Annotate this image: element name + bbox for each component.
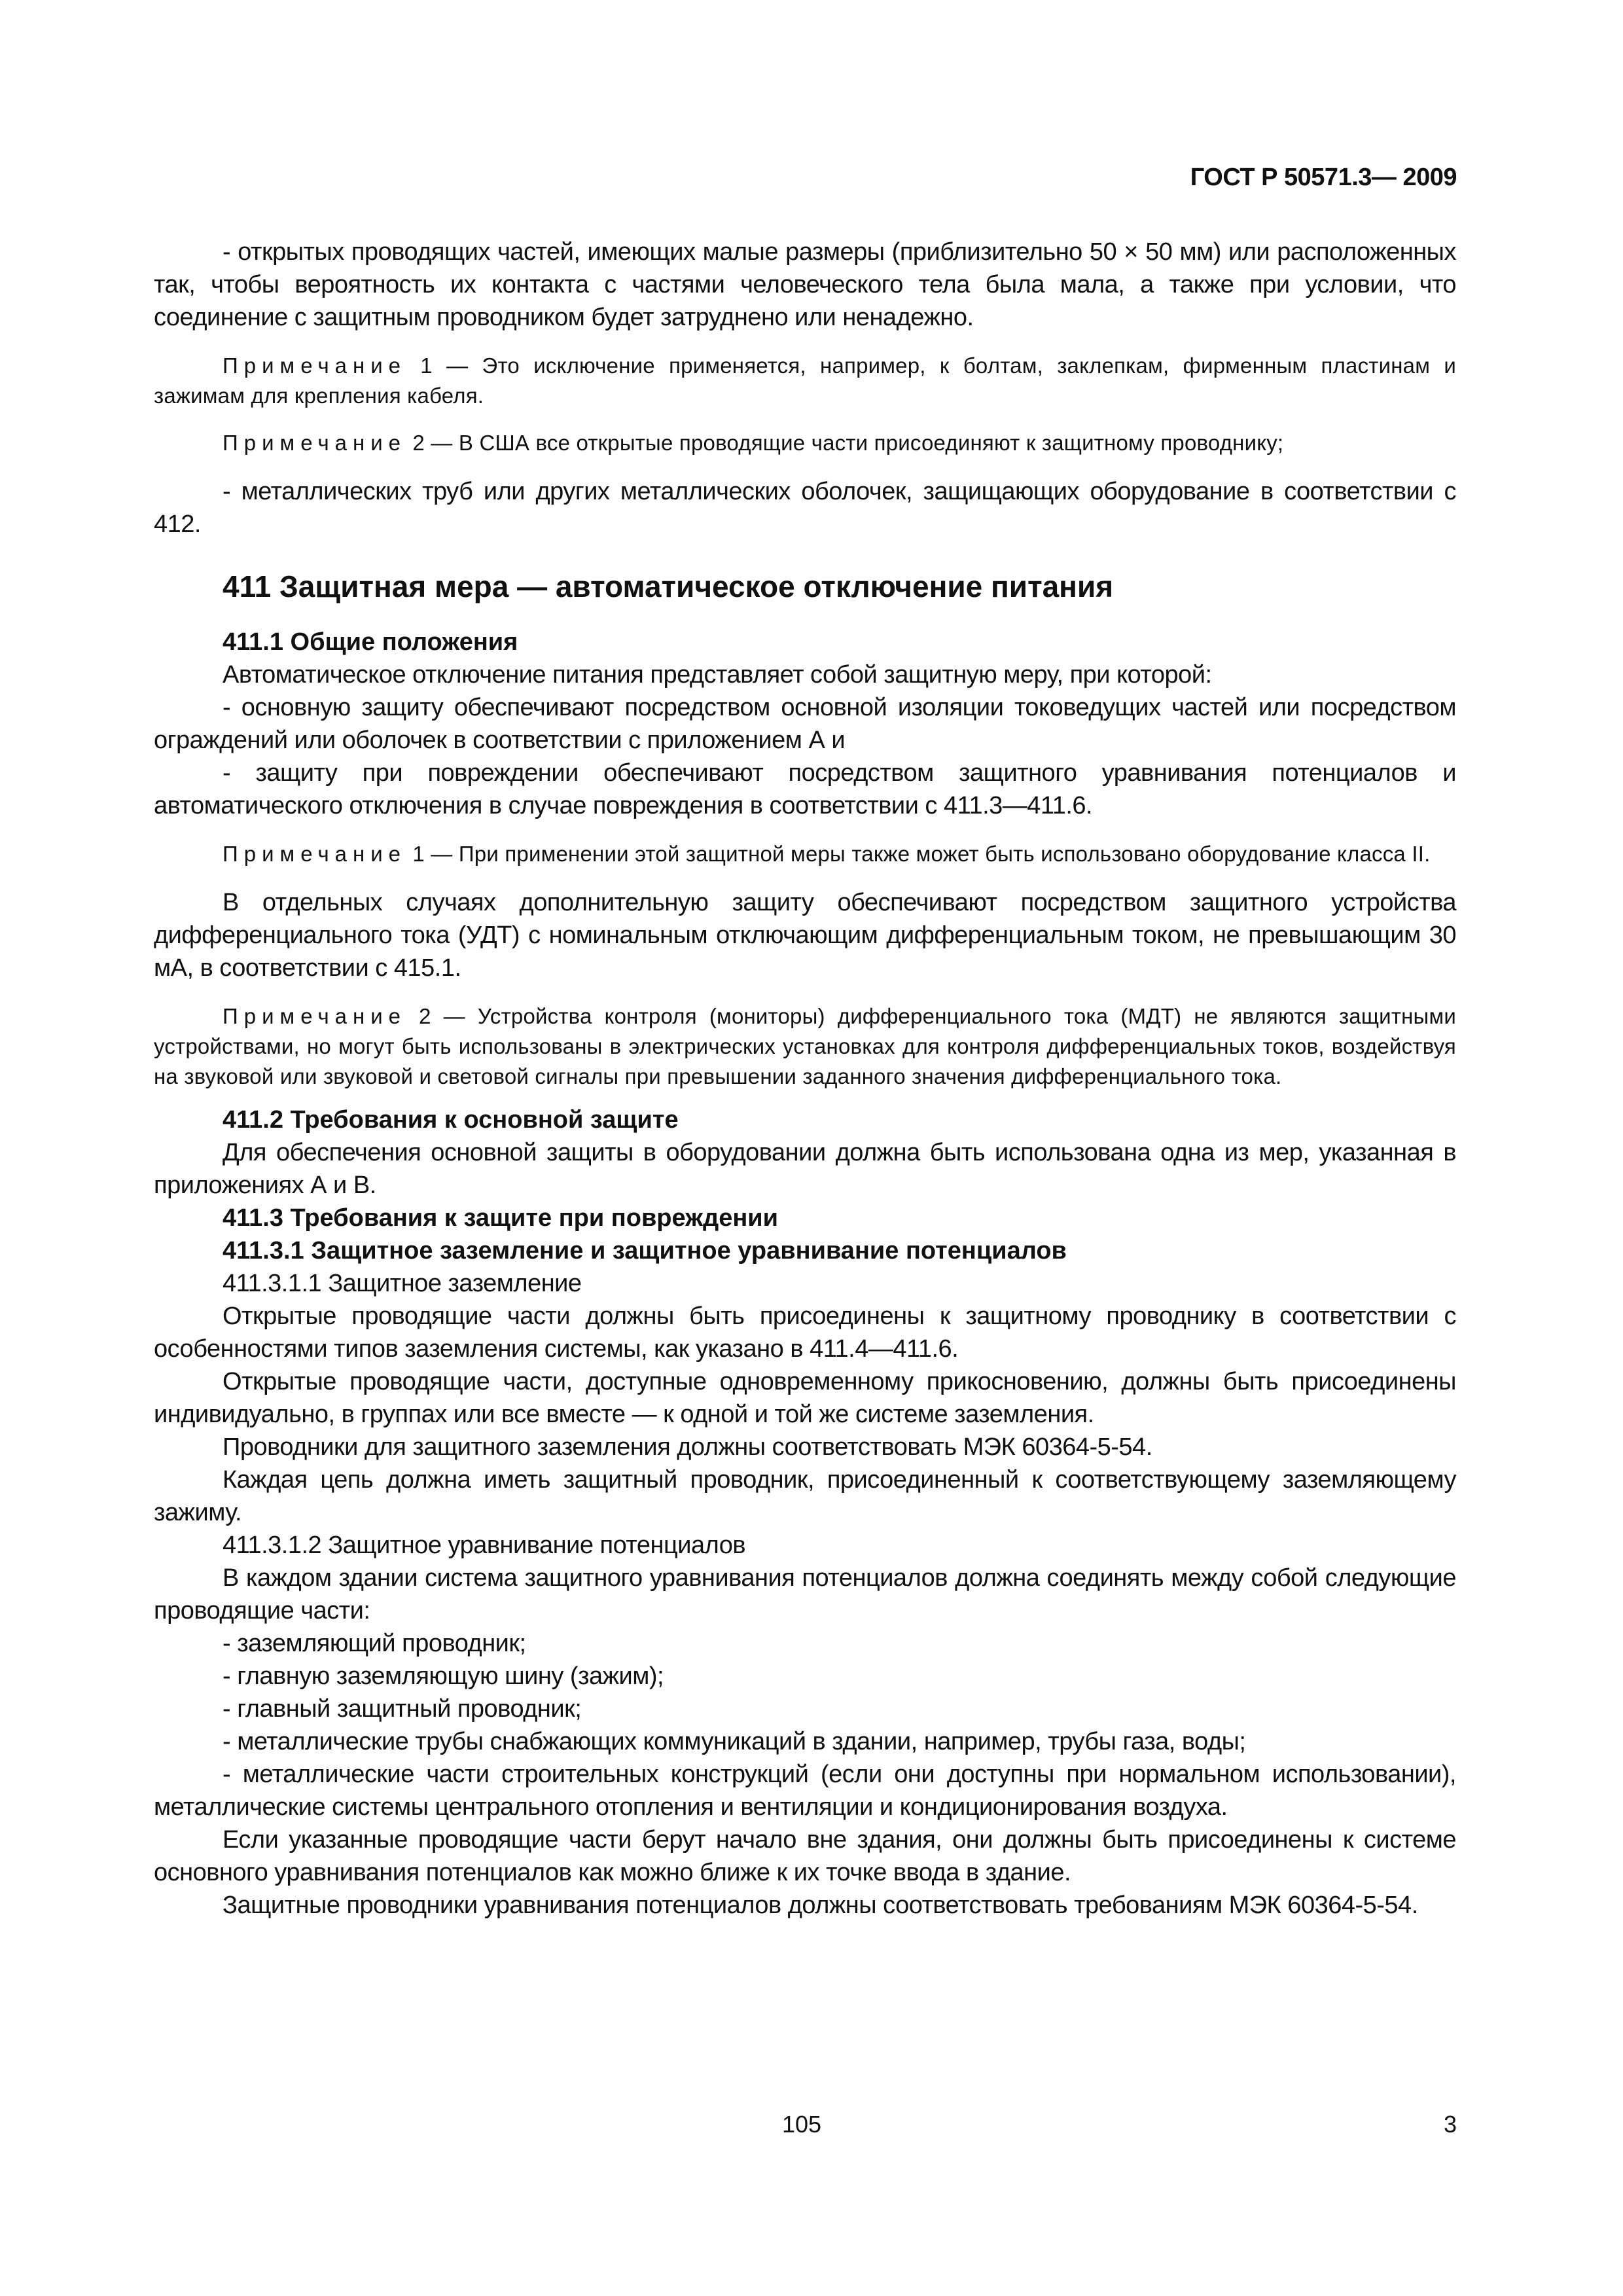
note-label: Примечание — [223, 842, 407, 866]
list-item: - металлические части строительных конструкций (если они доступны при нормальном использовании), металлические системы центрального отопления и вентиляции и кондиционирования воздуха. — [154, 1761, 1456, 1821]
paragraph: Для обеспечения основной защиты в оборудовании должна быть использована одна из мер, указанная в приложениях А и В. — [154, 1139, 1456, 1199]
sheet-number: 105 — [782, 2111, 822, 2138]
note-label: Примечание — [223, 353, 407, 378]
note — [154, 351, 1456, 411]
subsection-heading: 411.2 Требования к основной защите — [223, 1106, 679, 1134]
list-item: - главную заземляющую шину (зажим); — [223, 1662, 664, 1690]
page-number: 3 — [1443, 2111, 1457, 2138]
paragraph: Автоматическое отключение питания представляет собой защитную меру, при которой: — [223, 661, 1212, 689]
paragraph: В каждом здании система защитного уравнивания потенциалов должна соединять между собой следующие проводящие части: — [154, 1564, 1456, 1624]
note — [154, 839, 1456, 869]
paragraph: Если указанные проводящие части берут начало вне здания, они должны быть присоединены к системе основного уравнивания потенциалов как можно ближе к их точке ввода в здание. — [154, 1826, 1456, 1886]
list-item: - главный защитный проводник; — [223, 1695, 582, 1723]
document-code: ГОСТ Р 50571.3— 2009 — [1190, 164, 1457, 191]
subsection-heading: 411.3 Требования к защите при повреждении — [223, 1204, 779, 1232]
section-heading: 411 Защитная мера — автоматическое отключение питания — [223, 569, 1114, 603]
list-item: - металлические трубы снабжающих коммуникаций в здании, например, трубы газа, воды; — [223, 1728, 1246, 1755]
note-text: 1 — При применении этой защитной меры также может быть использовано оборудование класса II. — [406, 842, 1431, 866]
paragraph: - открытых проводящих частей, имеющих малые размеры (приблизительно 50 × 50 мм) или расположенных так, чтобы вероятность их контакта с частями человеческого тела была мала, а также при условии, что соединение с защитным проводником будет затруднено или ненадежно. — [154, 238, 1456, 331]
list-item: - заземляющий проводник; — [223, 1630, 526, 1657]
note — [154, 428, 1456, 458]
list-item: - основную защиту обеспечивают посредством основной изоляции токоведущих частей или посредством ограждений или оболочек в соответствии с приложением А и — [154, 694, 1456, 754]
note-text: 2 — Устройства контроля (мониторы) дифференциального тока (МДТ) не являются защитными устройствами, но могут быть использованы в электрических установках для контроля дифференциальных токов, воздействуя на звуковой или звуковой и световой сигналы при превышении заданного значения дифференциального тока. — [154, 1004, 1456, 1088]
clause-title: 411.3.1.2 Защитное уравнивание потенциалов — [223, 1532, 746, 1559]
paragraph: Открытые проводящие части должны быть присоединены к защитному проводнику в соответствии с особенностями типов заземления системы, как указано в 411.4—411.6. — [154, 1302, 1456, 1363]
note — [154, 1001, 1456, 1092]
paragraph: Защитные проводники уравнивания потенциалов должны соответствовать требованиям МЭК 60364-5-54. — [223, 1892, 1418, 1919]
subsection-heading: 411.3.1 Защитное заземление и защитное уравнивание потенциалов — [223, 1237, 1067, 1265]
note-label: Примечание — [223, 1004, 407, 1028]
paragraph: - металлических труб или других металлических оболочек, защищающих оборудование в соответствии с 412. — [154, 478, 1456, 538]
subsection-heading: 411.1 Общие положения — [223, 628, 518, 656]
note-text: 2 — В США все открытые проводящие части присоединяют к защитному проводнику; — [406, 431, 1284, 455]
clause-title: 411.3.1.1 Защитное заземление — [223, 1270, 582, 1297]
paragraph: В отдельных случаях дополнительную защиту обеспечивают посредством защитного устройства дифференциального тока (УДТ) с номинальным отключающим дифференциальным током, не превышающим 30 мА, в соответствии с 415.1. — [154, 889, 1456, 982]
note-text: 1 — Это исключение применяется, например, к болтам, заклепкам, фирменным пластинам и зажимам для крепления кабеля. — [154, 353, 1456, 408]
note-label: Примечание — [223, 431, 407, 455]
document-body — [154, 236, 1456, 1922]
list-item: - защиту при повреждении обеспечивают посредством защитного уравнивания потенциалов и автоматического отключения в случае повреждения в соответствии с 411.3—411.6. — [154, 759, 1456, 819]
paragraph: Каждая цепь должна иметь защитный проводник, присоединенный к соответствующему заземляющему зажиму. — [154, 1466, 1456, 1526]
paragraph: Проводники для защитного заземления должны соответствовать МЭК 60364-5-54. — [223, 1433, 1152, 1461]
paragraph: Открытые проводящие части, доступные одновременному прикосновению, должны быть присоединены индивидуально, в группах или все вместе — к одной и той же системе заземления. — [154, 1368, 1456, 1428]
